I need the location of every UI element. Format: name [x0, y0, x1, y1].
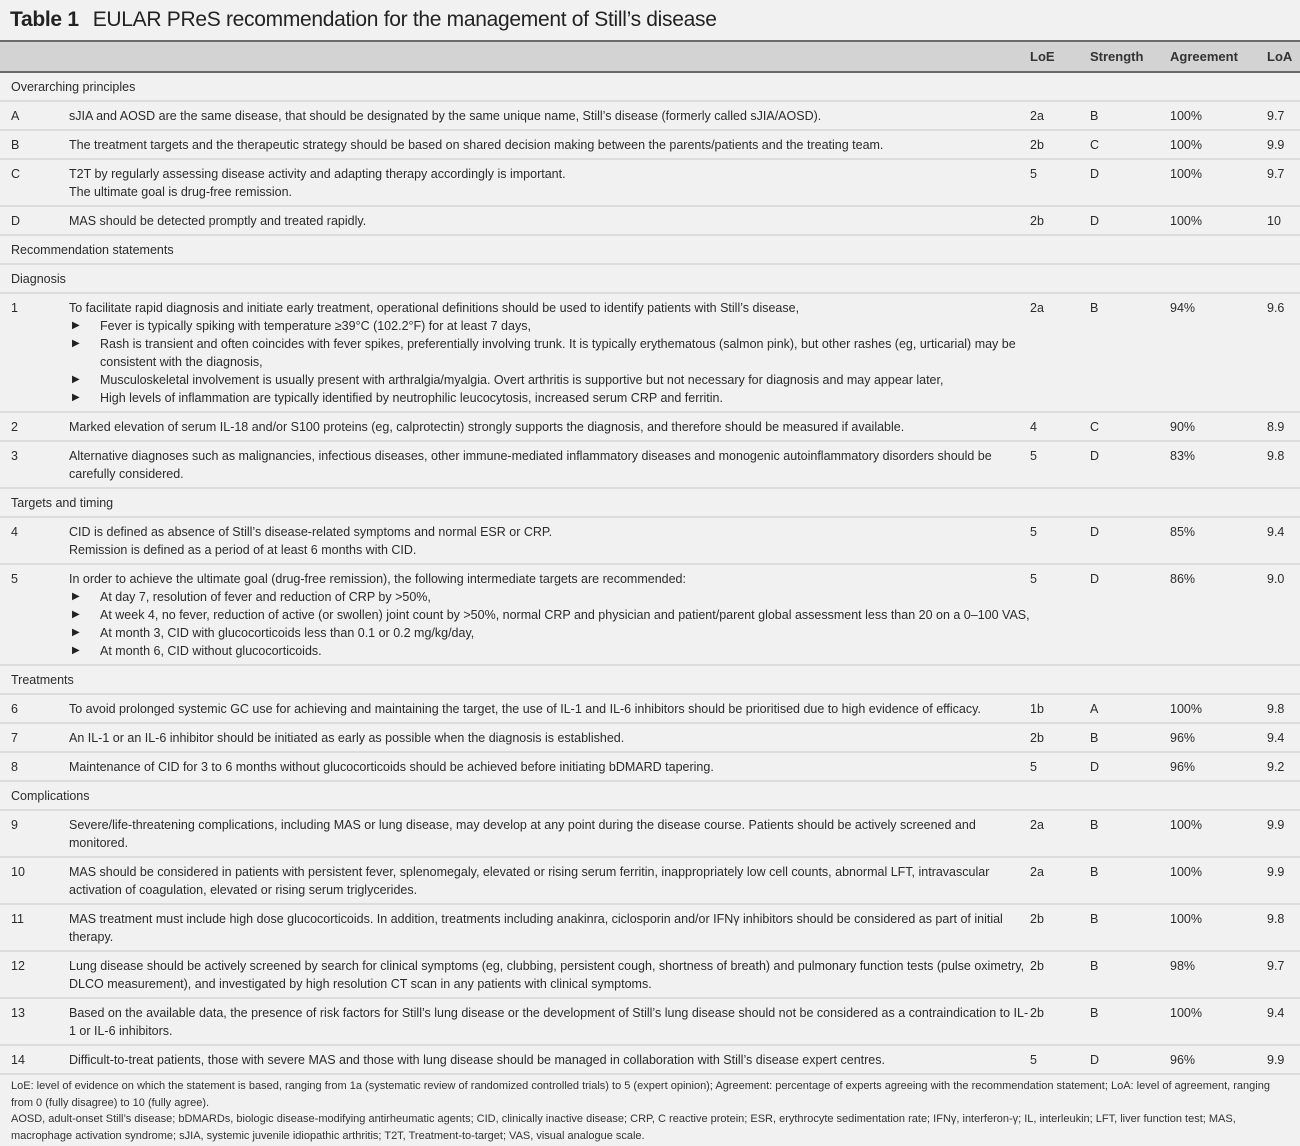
table-title — [10, 8, 717, 32]
loa-value: 9.7 — [1267, 101, 1300, 130]
statement-bullet: ▶ High levels of inflammation are typically identified by neutrophilic leucocytosis, increased serum CRP and ferritin. — [69, 389, 1030, 407]
statement-text: An IL-1 or an IL-6 inhibitor should be initiated as early as possible when the diagnosis is established. — [69, 731, 625, 745]
strength-value: B — [1090, 904, 1170, 951]
loa-value: 9.8 — [1267, 904, 1300, 951]
table-row — [0, 441, 1300, 488]
strength-value: D — [1090, 206, 1170, 235]
statement-text: Difficult-to-treat patients, those with severe MAS and those with lung disease should be managed in collaboration with Still’s disease expert centres. — [69, 1053, 885, 1067]
loa-value: 9.9 — [1267, 857, 1300, 904]
col-header-id — [0, 41, 69, 72]
section-heading: Complications — [0, 781, 1300, 810]
statement-text: The ultimate goal is drug-free remission. — [69, 185, 293, 199]
loe-value: 2b — [1030, 998, 1090, 1045]
agreement-value: 83% — [1170, 441, 1267, 488]
agreement-value: 85% — [1170, 517, 1267, 564]
loe-value: 1b — [1030, 694, 1090, 723]
statement-bullet: ▶ Musculoskeletal involvement is usually present with arthralgia/myalgia. Overt arthritis is supportive but not necessary for diagnosis and may appear later, — [69, 371, 1030, 389]
statement-bullet: ▶ Fever is typically spiking with temperature ≥39°C (102.2°F) for at least 7 days, — [69, 317, 1030, 335]
statement-text: To avoid prolonged systemic GC use for achieving and maintaining the target, the use of IL-1 and IL-6 inhibitors should be prioritised due to high evidence of efficacy. — [69, 702, 981, 716]
statement-id: 2 — [0, 412, 69, 441]
loa-value: 9.6 — [1267, 293, 1300, 412]
statement-bullet-list — [69, 317, 1030, 407]
loa-value: 9.4 — [1267, 998, 1300, 1045]
statement-bullet: ▶ At week 4, no fever, reduction of active (or swollen) joint count by >50%, normal CRP and physician and patient/parent global assessment less than 20 on a 0–100 VAS, — [69, 606, 1030, 624]
loe-value: 2b — [1030, 130, 1090, 159]
table-row — [0, 723, 1300, 752]
statement-cell — [69, 998, 1030, 1045]
section-header-row — [0, 665, 1300, 694]
agreement-value: 100% — [1170, 159, 1267, 206]
agreement-value: 100% — [1170, 206, 1267, 235]
statement-id: 8 — [0, 752, 69, 781]
loe-value: 5 — [1030, 159, 1090, 206]
loa-value: 8.9 — [1267, 412, 1300, 441]
statement-id: 1 — [0, 293, 69, 412]
section-heading: Treatments — [0, 665, 1300, 694]
loa-value: 9.4 — [1267, 723, 1300, 752]
agreement-value: 86% — [1170, 564, 1267, 665]
loa-value: 9.2 — [1267, 752, 1300, 781]
agreement-value: 96% — [1170, 752, 1267, 781]
strength-value: D — [1090, 441, 1170, 488]
agreement-value: 100% — [1170, 810, 1267, 857]
agreement-value: 100% — [1170, 101, 1267, 130]
strength-value: D — [1090, 1045, 1170, 1074]
section-header-row — [0, 235, 1300, 264]
statement-cell — [69, 517, 1030, 564]
table-row — [0, 904, 1300, 951]
strength-value: A — [1090, 694, 1170, 723]
statement-text: Based on the available data, the presence of risk factors for Still’s lung disease or the development of Still’s lung disease should not be considered as a contraindication to IL-1 or IL-6 inhibitors. — [69, 1006, 1029, 1038]
statement-cell — [69, 159, 1030, 206]
table-row — [0, 517, 1300, 564]
statement-text: The treatment targets and the therapeutic strategy should be based on shared decision making between the parents/patients and the treating team. — [69, 138, 884, 152]
loe-value: 2a — [1030, 810, 1090, 857]
table-row — [0, 694, 1300, 723]
statement-id: B — [0, 130, 69, 159]
loa-value: 9.9 — [1267, 1045, 1300, 1074]
strength-value: D — [1090, 752, 1170, 781]
loe-value: 5 — [1030, 752, 1090, 781]
statement-bullet: ▶ Rash is transient and often coincides with fever spikes, preferentially involving trunk. It is typically erythematous (salmon pink), but other rashes (eg, urticarial) may be consistent with the diagnosis, — [69, 335, 1030, 371]
statement-id: A — [0, 101, 69, 130]
table-row — [0, 130, 1300, 159]
loe-value: 5 — [1030, 517, 1090, 564]
statement-id: 12 — [0, 951, 69, 998]
col-header-loe: LoE — [1030, 41, 1090, 72]
statement-cell — [69, 951, 1030, 998]
section-heading: Diagnosis — [0, 264, 1300, 293]
statement-text: Marked elevation of serum IL-18 and/or S100 proteins (eg, calprotectin) strongly supports the diagnosis, and therefore should be measured if available. — [69, 420, 905, 434]
loa-value: 9.0 — [1267, 564, 1300, 665]
table-row — [0, 412, 1300, 441]
statement-text: Lung disease should be actively screened by search for clinical symptoms (eg, clubbing, persistent cough, shortness of breath) and pulmonary function tests (pulse oximetry, DLCO measurement), and investigated by high resolution CT scan in any patients with clinical symptoms. — [69, 959, 1025, 991]
col-header-statement — [69, 41, 1030, 72]
loe-value: 2a — [1030, 857, 1090, 904]
statement-cell — [69, 130, 1030, 159]
statement-cell — [69, 904, 1030, 951]
col-header-loa: LoA — [1267, 41, 1300, 72]
statement-bullet: ▶ At month 6, CID without glucocorticoids. — [69, 642, 1030, 660]
statement-id: D — [0, 206, 69, 235]
strength-value: B — [1090, 101, 1170, 130]
strength-value: C — [1090, 130, 1170, 159]
agreement-value: 96% — [1170, 1045, 1267, 1074]
statement-cell — [69, 694, 1030, 723]
strength-value: B — [1090, 857, 1170, 904]
statement-cell — [69, 810, 1030, 857]
statement-text: Maintenance of CID for 3 to 6 months without glucocorticoids should be achieved before initiating bDMARD tapering. — [69, 760, 714, 774]
statement-bullet-list — [69, 588, 1030, 660]
statement-text: To facilitate rapid diagnosis and initiate early treatment, operational definitions should be used to identify patients with Still’s disease, — [69, 301, 800, 315]
agreement-value: 90% — [1170, 412, 1267, 441]
loa-value: 9.7 — [1267, 951, 1300, 998]
col-header-agreement: Agreement — [1170, 41, 1267, 72]
loe-value: 2a — [1030, 101, 1090, 130]
loa-value: 9.9 — [1267, 130, 1300, 159]
col-header-strength: Strength — [1090, 41, 1170, 72]
agreement-value: 100% — [1170, 694, 1267, 723]
strength-value: B — [1090, 810, 1170, 857]
loa-value: 9.4 — [1267, 517, 1300, 564]
section-heading: Targets and timing — [0, 488, 1300, 517]
statement-text: Severe/life-threatening complications, including MAS or lung disease, may develop at any point during the disease course. Patients should be actively screened and monitored. — [69, 818, 976, 850]
statement-cell — [69, 857, 1030, 904]
section-header-row — [0, 488, 1300, 517]
loa-value: 9.8 — [1267, 441, 1300, 488]
loa-value: 9.7 — [1267, 159, 1300, 206]
strength-value: B — [1090, 951, 1170, 998]
statement-text: MAS should be detected promptly and treated rapidly. — [69, 214, 367, 228]
table-row — [0, 951, 1300, 998]
statement-cell — [69, 752, 1030, 781]
loe-value: 4 — [1030, 412, 1090, 441]
loe-value: 5 — [1030, 441, 1090, 488]
statement-cell — [69, 1045, 1030, 1074]
table-row — [0, 206, 1300, 235]
section-header-row — [0, 72, 1300, 101]
statement-text: sJIA and AOSD are the same disease, that should be designated by the same unique name, Still’s disease (formerly called sJIA/AOSD). — [69, 109, 822, 123]
loe-value: 5 — [1030, 564, 1090, 665]
statement-cell — [69, 101, 1030, 130]
agreement-value: 100% — [1170, 857, 1267, 904]
strength-value: D — [1090, 517, 1170, 564]
statement-text: T2T by regularly assessing disease activity and adapting therapy accordingly is important. — [69, 167, 566, 181]
loa-value: 10 — [1267, 206, 1300, 235]
strength-value: B — [1090, 998, 1170, 1045]
statement-id: 3 — [0, 441, 69, 488]
strength-value: B — [1090, 293, 1170, 412]
loe-value: 2b — [1030, 723, 1090, 752]
statement-cell — [69, 206, 1030, 235]
table-row — [0, 1045, 1300, 1074]
footnote-abbrev-scores: LoE: level of evidence on which the statement is based, ranging from 1a (systematic review of randomized controlled trials) to 5 (expert opinion); Agreement: percentage of experts agreeing with the recommendation statement; LoA: level of agreement, ranging from 0 (fully disagree) to 10 (fully agree). — [11, 1080, 1270, 1109]
agreement-value: 98% — [1170, 951, 1267, 998]
table-row — [0, 101, 1300, 130]
statement-cell — [69, 441, 1030, 488]
footnote-abbrev-terms: AOSD, adult-onset Still’s disease; bDMARDs, biologic disease-modifying antirheumatic agents; CID, clinically inactive disease; CRP, C reactive protein; ESR, erythrocyte sedimentation rate; IFNγ, interferon-γ; IL, interleukin; LFT, liver function test; MAS, macrophage activation syndrome; sJIA, systemic juvenile idiopathic arthritis; T2T, Treatment-to-target; VAS, visual analogue scale. — [11, 1113, 1236, 1142]
table-row — [0, 159, 1300, 206]
statement-cell — [69, 564, 1030, 665]
strength-value: D — [1090, 159, 1170, 206]
loe-value: 2a — [1030, 293, 1090, 412]
table-caption: EULAR PReS recommendation for the management of Still’s disease — [92, 8, 717, 31]
strength-value: C — [1090, 412, 1170, 441]
loe-value: 2b — [1030, 206, 1090, 235]
header-row — [0, 41, 1300, 72]
table-row — [0, 752, 1300, 781]
strength-value: D — [1090, 564, 1170, 665]
loe-value: 2b — [1030, 904, 1090, 951]
statement-cell — [69, 412, 1030, 441]
statement-text: In order to achieve the ultimate goal (drug-free remission), the following intermediate targets are recommended: — [69, 572, 686, 586]
statement-id: 11 — [0, 904, 69, 951]
statement-id: 10 — [0, 857, 69, 904]
statement-id: 4 — [0, 517, 69, 564]
statement-cell — [69, 293, 1030, 412]
statement-text: MAS treatment must include high dose glucocorticoids. In addition, treatments including anakinra, ciclosporin and/or IFNγ inhibitors should be considered as part of initial therapy. — [69, 912, 1003, 944]
section-header-row — [0, 781, 1300, 810]
loe-value: 5 — [1030, 1045, 1090, 1074]
section-header-row — [0, 264, 1300, 293]
agreement-value: 100% — [1170, 904, 1267, 951]
statement-text: Alternative diagnoses such as malignancies, infectious diseases, other immune-mediated inflammatory diseases and monogenic autoinflammatory disorders should be carefully considered. — [69, 449, 992, 481]
statement-bullet: ▶ At day 7, resolution of fever and reduction of CRP by >50%, — [69, 588, 1030, 606]
loa-value: 9.8 — [1267, 694, 1300, 723]
statement-text: MAS should be considered in patients with persistent fever, splenomegaly, elevated or rising serum ferritin, inappropriately low cell counts, abnormal LFT, intravascular activation of coagulation, elevated or rising serum triglycerides. — [69, 865, 990, 897]
statement-bullet: ▶ At month 3, CID with glucocorticoids less than 0.1 or 0.2 mg/kg/day, — [69, 624, 1030, 642]
table-body — [0, 72, 1300, 1074]
table-row — [0, 810, 1300, 857]
recommendations-table — [0, 40, 1300, 1075]
table-row — [0, 293, 1300, 412]
statement-id: 5 — [0, 564, 69, 665]
table-row — [0, 564, 1300, 665]
statement-cell — [69, 723, 1030, 752]
table-row — [0, 857, 1300, 904]
statement-id: 7 — [0, 723, 69, 752]
agreement-value: 100% — [1170, 130, 1267, 159]
agreement-value: 96% — [1170, 723, 1267, 752]
statement-id: 13 — [0, 998, 69, 1045]
statement-id: 9 — [0, 810, 69, 857]
loa-value: 9.9 — [1267, 810, 1300, 857]
statement-id: 14 — [0, 1045, 69, 1074]
agreement-value: 100% — [1170, 998, 1267, 1045]
statement-id: C — [0, 159, 69, 206]
statement-text: Remission is defined as a period of at least 6 months with CID. — [69, 543, 417, 557]
strength-value: B — [1090, 723, 1170, 752]
section-heading: Recommendation statements — [0, 235, 1300, 264]
agreement-value: 94% — [1170, 293, 1267, 412]
table-row — [0, 998, 1300, 1045]
statement-id: 6 — [0, 694, 69, 723]
section-heading: Overarching principles — [0, 72, 1300, 101]
statement-text: CID is defined as absence of Still’s disease-related symptoms and normal ESR or CRP. — [69, 525, 553, 539]
table-footnotes — [11, 1078, 1291, 1144]
loe-value: 2b — [1030, 951, 1090, 998]
table-label: Table 1 — [10, 8, 79, 31]
